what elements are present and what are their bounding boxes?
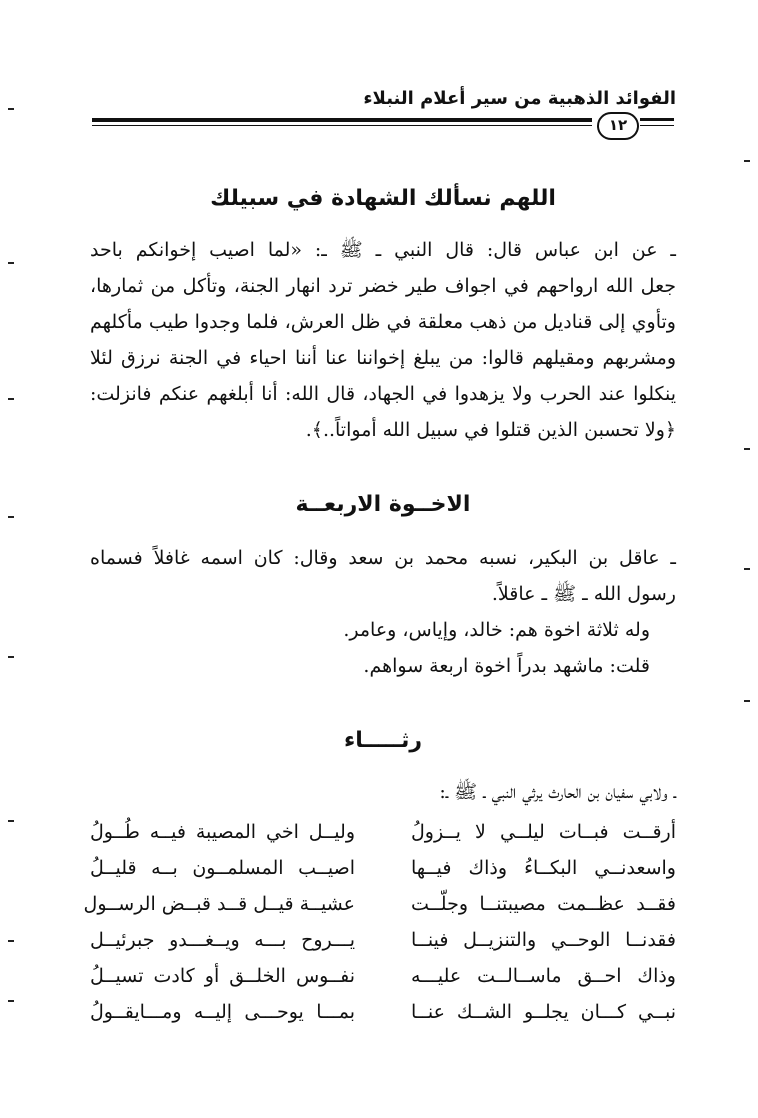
verse-first-hemistich: أرقــت فبــات ليلــي لا يــزولُ	[411, 821, 676, 843]
margin-mark	[744, 568, 750, 570]
margin-mark	[8, 1000, 14, 1002]
verse-row	[90, 922, 676, 958]
margin-mark	[744, 700, 750, 702]
verse-second-hemistich: بمـــا يوحـــى إليــه ومـــايقــولُ	[90, 1001, 355, 1023]
margin-mark	[8, 820, 14, 822]
header-rule-thin	[92, 125, 592, 126]
verse-row	[90, 850, 676, 886]
verse-second-hemistich: وليــل اخي المصيبة فيــه طُــولُ	[90, 821, 355, 843]
text-line: ومشربهم ومقيلهم قالوا: من يبلغ إخواننا عنا أننا احياء في الجنة نرزق لئلا	[90, 347, 676, 369]
verse-first-hemistich: نبــي كـــان يجلــو الشــك عنــا	[411, 1001, 676, 1023]
margin-mark	[8, 108, 14, 110]
verse-first-hemistich: فقــد عظــمت مصيبتنــا وجلّــت	[411, 893, 676, 915]
section-heading: اللهم نسألك الشهادة في سبيلك	[210, 186, 556, 211]
text-line: قلت: ماشهد بدراً اخوة اربعة سواهم.	[363, 655, 650, 677]
text-line: ـ عاقل بن البكير، نسبه محمد بن سعد وقال: كان اسمه غافلاً فسماه	[90, 547, 676, 569]
section-paragraph	[90, 232, 676, 448]
verse-row	[90, 994, 676, 1030]
poem-intro	[90, 774, 676, 810]
text-line: ـ ولابي سفيان بن الحارث يرثي النبي ـ ﷺ ـ:	[439, 781, 676, 803]
text-line: جعل الله ارواحهم في اجواف طير خضر ترد انهار الجنة، وتأكل من ثمارها،	[90, 275, 676, 297]
section-heading: الاخــوة الاربعــة	[295, 492, 471, 517]
margin-mark	[744, 448, 750, 450]
quran-quote-line: ﴿ولا تحسبن الذين قتلوا في سبيل الله أمواتاً..﴾.	[305, 419, 676, 441]
margin-mark	[744, 160, 750, 162]
verse-second-hemistich: نفــوس الخلــق أو كادت تسيــلُ	[90, 965, 355, 987]
header-rule-short	[640, 118, 674, 121]
verse-row	[90, 958, 676, 994]
verse-first-hemistich: وذاك احــق ماســالــت عليـــه	[411, 965, 676, 987]
header-rule-short	[640, 125, 674, 126]
text-line: ينكلوا عند الحرب ولا يزهدوا في الجهاد، قال الله: أنا أبلغهم عنكم فانزلت:	[90, 383, 676, 405]
text-line: ـ عن ابن عباس قال: قال النبي ـ ﷺ ـ: «لما اصيب إخوانكم باحد	[90, 239, 676, 261]
verse-second-hemistich: عشيــة قيــل قــد قبــض الرســول	[83, 893, 355, 915]
running-header-title: الفوائد الذهبية من سير أعلام النبلاء	[363, 88, 676, 109]
page-number: ١٢	[597, 112, 639, 140]
text-line: وله ثلاثة اخوة هم: خالد، وإياس، وعامر.	[343, 619, 650, 641]
verse-second-hemistich: يـــروح بـــه ويــغـــدو جبرئيــل	[90, 929, 355, 951]
text-line: وتأوي إلى قناديل من ذهب معلقة في ظل العرش، فلما وجدوا طيب مأكلهم	[90, 311, 676, 333]
text-line: رسول الله ـ ﷺ ـ عاقلاً.	[491, 583, 676, 605]
margin-mark	[8, 656, 14, 658]
verse-row	[83, 886, 676, 922]
verse-second-hemistich: اصيــب المسلمــون بــه قليــلُ	[90, 857, 355, 879]
section-paragraph	[90, 540, 676, 684]
section-heading: رثـــــاء	[343, 728, 423, 753]
margin-mark	[8, 516, 14, 518]
header-rule-thick	[92, 118, 592, 122]
verse-row	[90, 814, 676, 850]
verse-first-hemistich: واسعدنــي البكــاءُ وذاك فيــها	[411, 857, 676, 879]
margin-mark	[8, 398, 14, 400]
poem	[83, 814, 676, 1030]
verse-first-hemistich: فقدنــا الوحــي والتنزيــل فينــا	[411, 929, 676, 951]
margin-mark	[8, 262, 14, 264]
margin-mark	[8, 940, 14, 942]
